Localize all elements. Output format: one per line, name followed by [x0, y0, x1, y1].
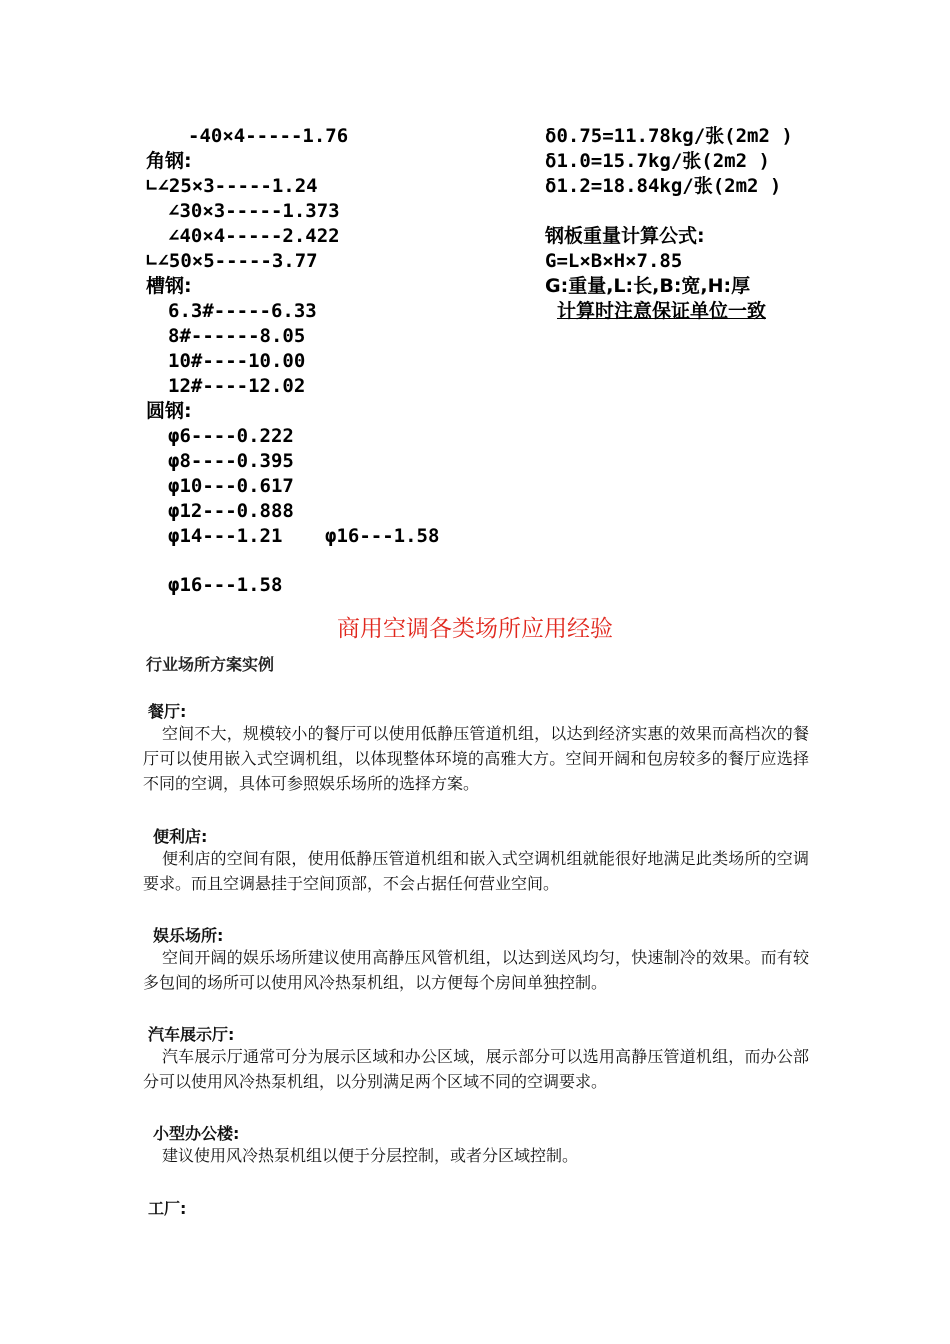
- channel-item: 10#----10.00: [168, 350, 306, 372]
- channel-steel-heading: 槽钢:: [146, 275, 192, 297]
- angle-item: ∠40×4-----2.422: [168, 225, 340, 247]
- round-item-last: φ16---1.58: [168, 574, 283, 596]
- article-title: 商用空调各类场所应用经验: [337, 616, 613, 642]
- channel-item: 6.3#-----6.33: [168, 300, 317, 322]
- round-item: φ12---0.888: [168, 500, 294, 522]
- section-text-entertainment: 空间开阔的娱乐场所建议使用高静压风管机组，以达到送风均匀，快速制冷的效果。而有较多包间的场所可以使用风冷热泵机组，以方便每个房间单独控制。: [143, 948, 809, 992]
- formula: G=L×B×H×7.85: [545, 250, 683, 272]
- section-heading-car-showroom: 汽车展示厅:: [148, 1025, 235, 1044]
- plate-item: δ1.0=15.7kg/张(2m2 ): [545, 150, 770, 172]
- formula-heading: 钢板重量计算公式:: [545, 225, 705, 247]
- angle-item: ∟∠50×5-----3.77: [146, 250, 318, 272]
- section-text-small-office: 建议使用风冷热泵机组以便于分层控制，或者分区域控制。: [162, 1146, 579, 1165]
- section-text-car-showroom: 汽车展示厅通常可分为展示区域和办公区域，展示部分可以选用高静压管道机组，而办公部分可以使用风冷热泵机组，以分别满足两个区域不同的空调要求。: [143, 1047, 809, 1091]
- round-steel-heading: 圆钢:: [146, 400, 192, 422]
- section-heading-factory: 工厂:: [148, 1199, 187, 1218]
- section-heading-entertainment: 娱乐场所:: [153, 926, 224, 945]
- round-item: φ14---1.21: [168, 525, 283, 547]
- channel-item: 8#------8.05: [168, 325, 306, 347]
- round-item: φ10---0.617: [168, 475, 294, 497]
- round-item: φ8----0.395: [168, 450, 294, 472]
- angle-item: ∠30×3-----1.373: [168, 200, 340, 222]
- article-subtitle: 行业场所方案实例: [146, 655, 275, 674]
- plate-item: δ0.75=11.78kg/张(2m2 ): [545, 125, 793, 147]
- formula-note: 计算时注意保证单位一致: [557, 300, 767, 322]
- plate-item: δ1.2=18.84kg/张(2m2 ): [545, 175, 782, 197]
- section-text-restaurant: 空间不大，规模较小的餐厅可以使用低静压管道机组，以达到经济实惠的效果而高档次的餐厅可以使用嵌入式空调机组，以体现整体环境的高雅大方。空间开阔和包房较多的餐厅应选择不同的空调，具体可参照娱乐场所的选择方案。: [143, 724, 809, 793]
- round-item-inline: φ16---1.58: [325, 525, 440, 547]
- section-heading-small-office: 小型办公楼:: [153, 1124, 240, 1143]
- angle-steel-heading: 角钢:: [146, 150, 192, 172]
- section-heading-convenience-store: 便利店:: [153, 827, 208, 846]
- round-item: φ6----0.222: [168, 425, 294, 447]
- flat-steel-line: -40×4-----1.76: [188, 125, 349, 147]
- section-heading-restaurant: 餐厅:: [148, 702, 187, 721]
- channel-item: 12#----12.02: [168, 375, 306, 397]
- section-text-convenience-store: 便利店的空间有限，使用低静压管道机组和嵌入式空调机组就能很好地满足此类场所的空调要求。而且空调悬挂于空间顶部，不会占据任何营业空间。: [143, 849, 809, 893]
- angle-item: ∟∠25×3-----1.24: [146, 175, 318, 197]
- formula-legend: G:重量,L:长,B:宽,H:厚: [545, 275, 751, 297]
